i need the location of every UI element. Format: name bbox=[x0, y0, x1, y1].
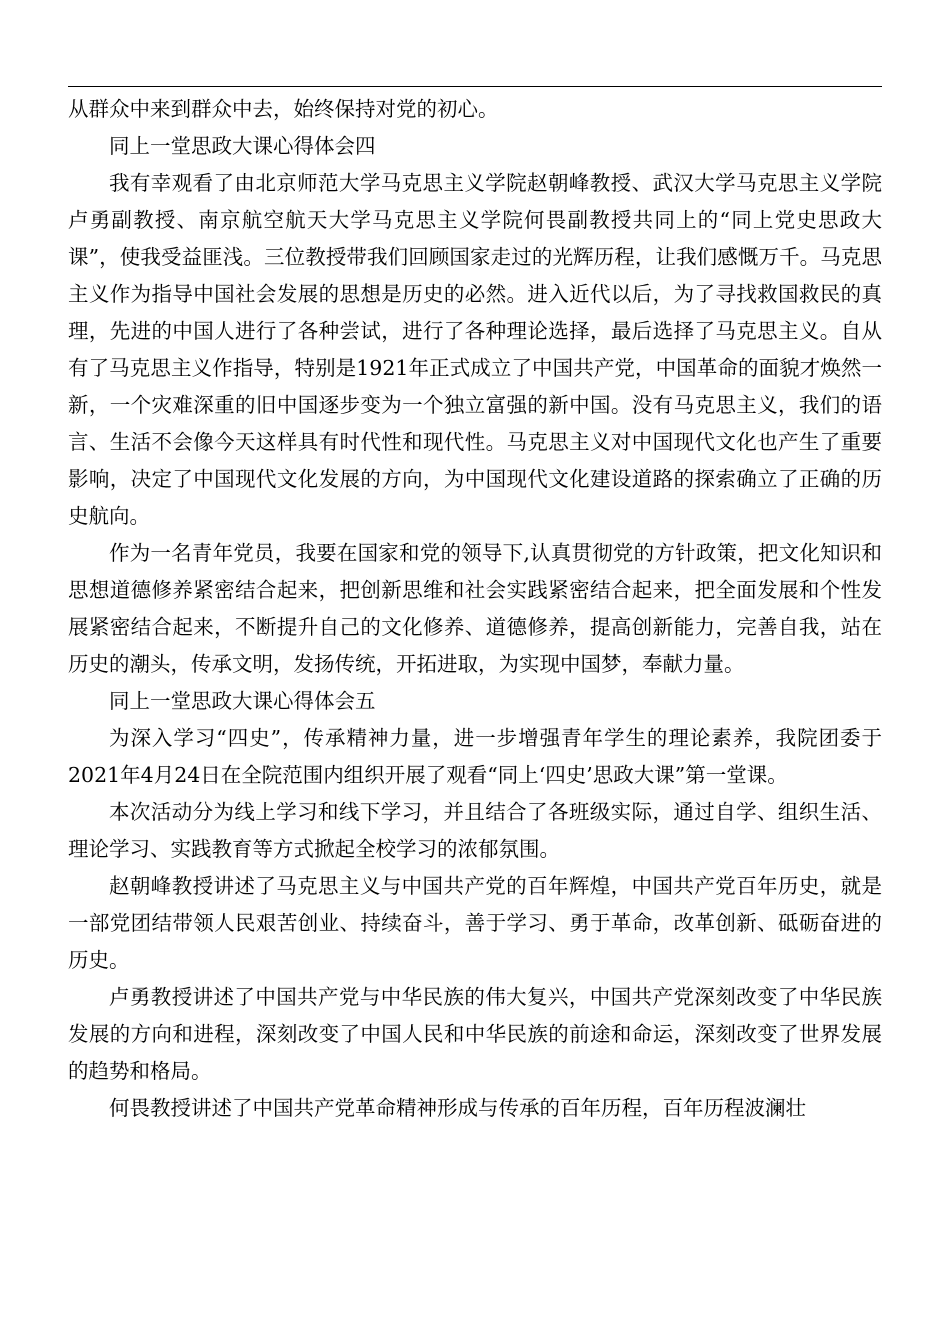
paragraph: 卢勇教授讲述了中国共产党与中华民族的伟大复兴，中国共产党深刻改变了中华民族发展的方向和进程，深刻改变了中国人民和中华民族的前途和命运，深刻改变了世界发展的趋势和格局。 bbox=[68, 985, 882, 1083]
paragraph: 何畏教授讲述了中国共产党革命精神形成与传承的百年历程，百年历程波澜壮 bbox=[109, 1096, 806, 1120]
paragraph-continuation: 从群众中来到群众中去，始终保持对党的初心。 bbox=[68, 97, 499, 121]
header-rule bbox=[68, 86, 882, 87]
paragraph: 为深入学习“四史”，传承精神力量，进一步增强青年学生的理论素养，我院团委于2021年4月24日在全院范围内组织开展了观看“同上‘四史’思政大课”第一堂课。 bbox=[68, 726, 882, 787]
section-heading-4: 同上一堂思政大课心得体会四 bbox=[109, 134, 376, 158]
section-heading-5: 同上一堂思政大课心得体会五 bbox=[109, 689, 376, 713]
paragraph: 赵朝峰教授讲述了马克思主义与中国共产党的百年辉煌，中国共产党百年历史，就是一部党团结带领人民艰苦创业、持续奋斗，善于学习、勇于革命，改革创新、砥砺奋进的历史。 bbox=[68, 874, 882, 972]
paragraph: 我有幸观看了由北京师范大学马克思主义学院赵朝峰教授、武汉大学马克思主义学院卢勇副教授、南京航空航天大学马克思主义学院何畏副教授共同上的“同上党史思政大课”，使我受益匪浅。三位教授带我们回顾国家走过的光辉历程，让我们感慨万千。马克思主义作为指导中国社会发展的思想是历史的必然。进入近代以后，为了寻找救国救民的真理，先进的中国人进行了各种尝试，进行了各种理论选择，最后选择了马克思主义。自从有了马克思主义作指导，特别是1921年正式成立了中国共产党，中国革命的面貌才焕然一新，一个灾难深重的旧中国逐步变为一个独立富强的新中国。没有马克思主义，我们的语言、生活不会像今天这样具有时代性和现代性。马克思主义对中国现代文化也产生了重要影响，决定了中国现代文化发展的方向，为中国现代文化建设道路的探索确立了正确的历史航向。 bbox=[68, 171, 882, 528]
paragraph: 作为一名青年党员，我要在国家和党的领导下,认真贯彻党的方针政策，把文化知识和思想道德修养紧密结合起来，把创新思维和社会实践紧密结合起来，把全面发展和个性发展紧密结合起来，不断提升自己的文化修养、道德修养，提高创新能力，完善自我，站在历史的潮头，传承文明，发扬传统，开拓进取，为实现中国梦，奉献力量。 bbox=[68, 541, 882, 676]
document-body bbox=[68, 91, 882, 1127]
paragraph: 本次活动分为线上学习和线下学习，并且结合了各班级实际，通过自学、组织生活、理论学习、实践教育等方式掀起全校学习的浓郁氛围。 bbox=[68, 800, 882, 861]
